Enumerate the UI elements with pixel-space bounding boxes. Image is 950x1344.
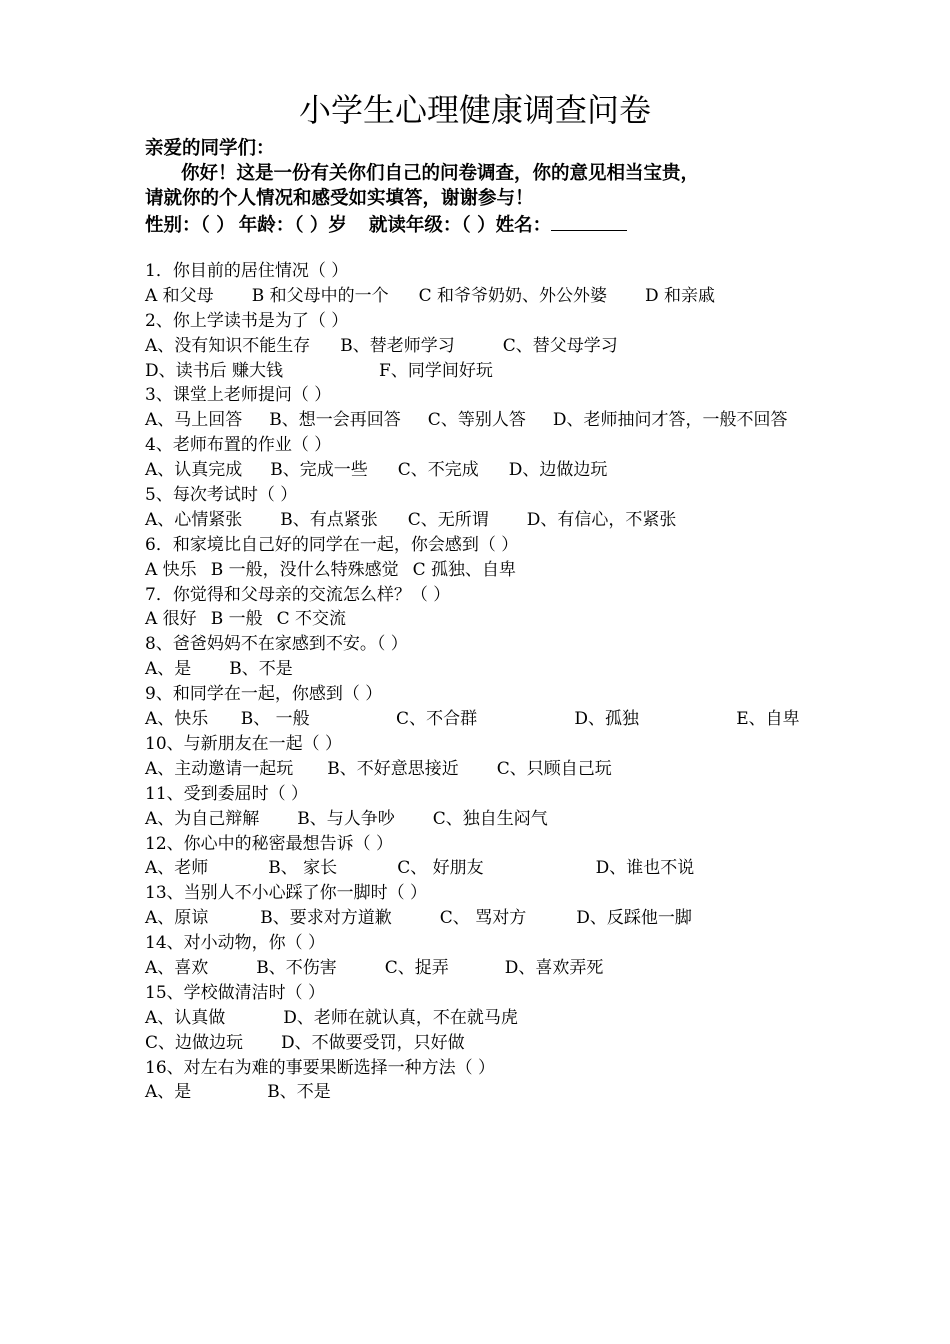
page-title: 小学生心理健康调查问卷 [298, 91, 651, 129]
answer-options [145, 508, 810, 533]
answer-options [145, 807, 810, 832]
intro-text-line-1: 你好！这是一份有关你们自己的问卷调查，你的意见相当宝贵， [181, 163, 700, 184]
question-text: 1．你目前的居住情况（ ） [145, 261, 349, 281]
answer-option[interactable]: C、不完成 [397, 460, 479, 481]
answer-options [145, 757, 810, 782]
intro-text-line-2: 请就你的个人情况和感受如实填答，谢谢参与！ [145, 188, 534, 209]
answer-option[interactable]: A、认真做 [145, 1007, 226, 1028]
answer-option[interactable]: F、同学间好玩 [379, 360, 493, 381]
answer-option[interactable]: B、完成一些 [270, 460, 368, 481]
answer-option[interactable]: B、替老师学习 [340, 335, 455, 356]
intro-section [145, 136, 815, 238]
answer-option[interactable]: C、 骂对方 [439, 908, 527, 929]
answer-option[interactable]: B、不是 [229, 659, 293, 680]
question-text: 2、你上学读书是为了（ ） [145, 310, 349, 331]
answer-option[interactable]: A、心情紧张 [145, 509, 243, 530]
answer-option[interactable]: C 和爷爷奶奶、外公外婆 [418, 285, 608, 306]
answer-options [145, 607, 810, 632]
question-text: 9、和同学在一起，你感到（ ） [145, 684, 383, 705]
answer-option[interactable]: C、独自生闷气 [432, 808, 548, 829]
question-text: 13、当别人不小心踩了你一脚时（ ） [145, 883, 428, 904]
answer-option[interactable]: A 快乐 [145, 559, 197, 580]
answer-option[interactable]: A 很好 [145, 609, 197, 630]
answer-option[interactable]: C 不交流 [276, 609, 347, 630]
answer-options [145, 458, 810, 483]
question-text: 12、你心中的秘密最想告诉（ ） [145, 833, 394, 854]
answer-option[interactable]: A、是 [145, 659, 192, 680]
answer-option[interactable]: C、无所谓 [407, 509, 489, 530]
answer-option[interactable]: B、有点紧张 [280, 509, 378, 530]
question-list [145, 259, 810, 1105]
answer-options [145, 657, 810, 682]
answer-option[interactable]: A、老师 [145, 858, 209, 879]
question-text: 3、课堂上老师提问（ ） [145, 385, 332, 406]
answer-option[interactable]: A 和父母 [145, 285, 214, 306]
answer-options [145, 906, 810, 931]
answer-option[interactable]: A、喜欢 [145, 957, 209, 978]
answer-option[interactable]: B 一般 [210, 609, 263, 630]
answer-option[interactable]: C、边做边玩 [145, 1032, 244, 1053]
question-text: 11、受到委屈时（ ） [145, 783, 309, 804]
question-text: 4、老师布置的作业（ ） [145, 435, 332, 456]
answer-option[interactable]: B、要求对方道歉 [260, 908, 392, 929]
answer-option[interactable]: D 和亲戚 [645, 285, 716, 306]
question-text: 10、与新朋友在一起（ ） [145, 733, 343, 754]
answer-option[interactable]: B 一般，没什么特殊感觉 [210, 559, 399, 580]
answer-options [145, 284, 810, 309]
answer-option[interactable]: D、边做边玩 [508, 460, 608, 481]
gender-field[interactable]: 性别：（ ） [145, 215, 235, 236]
answer-options [145, 856, 810, 881]
answer-option[interactable]: A、主动邀请一起玩 [145, 758, 294, 779]
question-text: 14、对小动物，你（ ） [145, 933, 326, 954]
name-label: 姓名： [495, 215, 552, 236]
answer-option[interactable]: A、认真完成 [145, 460, 243, 481]
personal-info-row [145, 211, 815, 238]
greeting: 亲爱的同学们： [145, 138, 275, 159]
answer-options [145, 334, 810, 359]
name-field[interactable] [551, 211, 627, 231]
answer-options [145, 558, 810, 583]
question-text: 15、学校做清洁时（ ） [145, 982, 326, 1003]
answer-option[interactable]: B、不是 [267, 1082, 331, 1103]
answer-option[interactable]: C、只顾自己玩 [496, 758, 612, 779]
age-field[interactable]: 年龄：（ ）岁 [238, 215, 347, 236]
question-text: 16、对左右为难的事要果断选择一种方法（ ） [145, 1057, 496, 1078]
answer-option[interactable]: B、与人争吵 [297, 808, 395, 829]
answer-option[interactable]: D、反踩他一脚 [576, 908, 692, 929]
answer-option[interactable]: B、不伤害 [256, 957, 337, 978]
answer-option[interactable]: D、有信心，不紧张 [526, 509, 677, 530]
answer-option[interactable]: D、谁也不说 [595, 858, 695, 879]
answer-options [145, 359, 810, 384]
answer-option[interactable]: C、捉弄 [384, 957, 449, 978]
question-text: 5、每次考试时（ ） [145, 485, 298, 506]
answer-option[interactable]: C、替父母学习 [502, 335, 618, 356]
answer-option[interactable]: D、老师在就认真，不在就马虎 [283, 1007, 518, 1028]
answer-option[interactable]: B 和父母中的一个 [251, 285, 389, 306]
answer-options [145, 1006, 810, 1031]
answer-option[interactable]: A、是 [145, 1082, 192, 1103]
answer-option[interactable]: B、 家长 [268, 858, 338, 879]
answer-option[interactable]: A、为自己辩解 [145, 808, 260, 829]
answer-options [145, 1080, 810, 1105]
answer-options[interactable]: A、马上回答 B、想一会再回答 C、等别人答 D、老师抽问才答，一般不回答 [145, 410, 788, 431]
answer-option[interactable]: D、读书后 赚大钱 [145, 360, 284, 381]
answer-option[interactable]: D、不做要受罚，只好做 [281, 1032, 465, 1053]
answer-option[interactable]: C、 好朋友 [397, 858, 484, 879]
question-text: 8、爸爸妈妈不在家感到不安。（ ） [145, 634, 408, 655]
answer-option[interactable]: B、不好意思接近 [327, 758, 459, 779]
grade-field[interactable]: 就读年级：（ ） [368, 215, 496, 236]
answer-option[interactable]: A、原谅 [145, 908, 209, 929]
question-text: 7．你觉得和父母亲的交流怎么样？（ ） [145, 584, 451, 605]
answer-option[interactable]: D、喜欢弄死 [504, 957, 604, 978]
question-text: 6．和家境比自己好的同学在一起，你会感到（ ） [145, 534, 519, 555]
answer-options [145, 956, 810, 981]
answer-options[interactable]: A、快乐 B、 一般 C、不合群 D、孤独 E、自卑 [145, 709, 800, 730]
answer-option[interactable]: A、没有知识不能生存 [145, 335, 311, 356]
answer-options [145, 1031, 810, 1056]
answer-option[interactable]: C 孤独、自卑 [412, 559, 517, 580]
